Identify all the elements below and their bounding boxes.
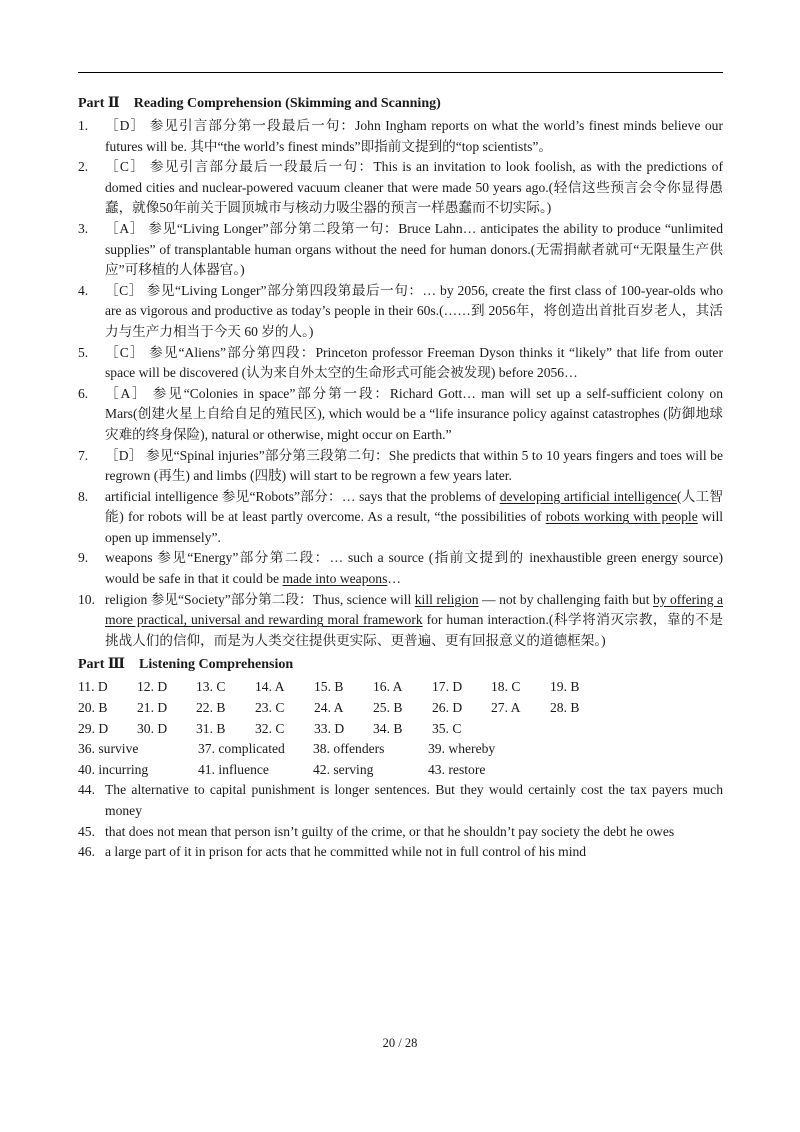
answer-cell: 34. B: [373, 720, 403, 736]
answer-cell: 35. C: [432, 720, 462, 736]
reading-answer-item: [78, 487, 723, 549]
answer-cell: 30. D: [137, 720, 168, 736]
explanation-text: religion 参见“Society”部分第二段：Thus, science will: [105, 591, 415, 607]
item-explanation: [105, 590, 723, 652]
item-number: 3.: [78, 220, 89, 236]
answer-cell: 25. B: [373, 700, 403, 716]
dictation-item: [78, 842, 723, 863]
dictation-item: [78, 780, 723, 821]
item-explanation: [105, 157, 723, 219]
dictation-text: that does not mean that person isn’t guilty of the crime, or that he shouldn’t pay society the debt he owes: [105, 823, 675, 839]
item-explanation: [105, 281, 723, 343]
item-number: 4.: [78, 282, 89, 298]
answer-cell: 19. B: [550, 679, 580, 695]
answer-key-content: [78, 94, 723, 863]
word-answer-row: [78, 760, 723, 781]
answer-cell: 28. B: [550, 700, 580, 716]
answer-cell: 31. B: [196, 720, 226, 736]
word-answer: 41. influence: [198, 761, 269, 777]
explanation-text: ［D］ 参见引言部分第一段最后一句：John Ingham reports on what the world’s finest minds believe our futures will be. 其中“the world’s finest minds”即指前文提到的“top scientists”。: [105, 118, 723, 154]
underlined-phrase: kill religion: [414, 591, 479, 607]
listening-dictation-answers: [78, 780, 723, 862]
item-number: 5.: [78, 344, 89, 360]
item-explanation: [105, 384, 723, 446]
answer-cell: 13. C: [196, 679, 226, 695]
item-explanation: [105, 548, 723, 589]
item-explanation: [105, 487, 723, 549]
explanation-text: (人工智能) for robots will be at least partly overcome. As a result, “the possibilities of: [105, 488, 723, 525]
answer-cell: 33. D: [314, 720, 345, 736]
reading-answer-item: [78, 384, 723, 446]
answer-row: [78, 677, 723, 698]
answer-cell: 15. B: [314, 679, 344, 695]
word-answer: 36. survive: [78, 741, 139, 757]
answer-row: [78, 719, 723, 740]
word-answer: 38. offenders: [313, 741, 385, 757]
explanation-text: ［C］ 参见“Aliens”部分第四段：Princeton professor Freeman Dyson thinks it “likely” that life from outer space will be discovered (认为来自外太空的生命形式可能会被发现) before 2056…: [105, 344, 723, 381]
reading-answer-item: [78, 281, 723, 343]
item-number: 6.: [78, 385, 89, 401]
reading-answer-item: [78, 116, 723, 157]
item-explanation: [105, 343, 723, 384]
word-answer: 37. complicated: [198, 741, 285, 757]
explanation-text: ［C］ 参见引言部分最后一段最后一句：This is an invitation to look foolish, as with the predictions of domed cities and nuclear-powered vacuum cleaner that were made 50 years ago.(轻信这些预言会令你显得愚蠢，就像50年前关于圆顶城市与核动力吸尘器的预言一样愚蠢而不切实际。): [105, 159, 723, 216]
answer-cell: 24. A: [314, 700, 344, 716]
reading-answer-item: [78, 590, 723, 652]
answer-cell: 21. D: [137, 700, 168, 716]
reading-answer-item: [78, 446, 723, 487]
explanation-text: — not by challenging faith but: [478, 591, 653, 607]
explanation-text: …: [387, 571, 401, 587]
dictation-text: a large part of it in prison for acts that he committed while not in full control of his mind: [105, 844, 587, 860]
answer-cell: 22. B: [196, 700, 226, 716]
underlined-phrase: developing artificial intelligence: [499, 488, 677, 504]
answer-cell: 16. A: [373, 679, 403, 695]
answer-cell: 17. D: [432, 679, 463, 695]
listening-word-answers: [78, 739, 723, 780]
answer-cell: 18. C: [491, 679, 521, 695]
answer-cell: 12. D: [137, 679, 168, 695]
item-number: 10.: [78, 591, 95, 607]
answer-cell: 29. D: [78, 720, 109, 736]
answer-cell: 27. A: [491, 700, 521, 716]
reading-answer-item: [78, 548, 723, 589]
reading-answers: [78, 116, 723, 651]
answer-cell: 11. D: [78, 679, 108, 695]
item-number: 9.: [78, 550, 89, 566]
item-number: 2.: [78, 159, 89, 175]
underlined-phrase: robots working with people: [545, 509, 698, 525]
explanation-text: weapons 参见“Energy”部分第二段：… such a source (指前文提到的 inexhaustible green energy source) would be safe in that it could be: [105, 550, 723, 587]
reading-answer-item: [78, 219, 723, 281]
dictation-item: [78, 822, 723, 843]
item-explanation: [105, 219, 723, 281]
reading-answer-item: [78, 157, 723, 219]
item-explanation: [105, 116, 723, 157]
section-title-listening: Part Ⅲ Listening Comprehension: [78, 657, 294, 673]
answer-cell: 26. D: [432, 700, 463, 716]
word-answer: 43. restore: [428, 761, 486, 777]
explanation-text: ［A］ 参见“Colonies in space”部分第一段：Richard Gott… man will set up a self-sufficient colony on Mars(创建火星上自给自足的殖民区), which would be a “life insurance policy against catastrophes (防御地球灾难的终身保险), natural or otherwise, might occur on Earth.”: [105, 385, 723, 442]
page-number: 20 / 28: [382, 1036, 418, 1050]
item-number: 44.: [78, 782, 95, 798]
word-answer-row: [78, 739, 723, 760]
answer-cell: 20. B: [78, 700, 108, 716]
dictation-text: The alternative to capital punishment is longer sentences. But they would certainly cost the tax payers much money: [105, 782, 723, 818]
explanation-text: artificial intelligence 参见“Robots”部分：… says that the problems of: [105, 488, 500, 504]
reading-answer-item: [78, 343, 723, 384]
item-number: 8.: [78, 488, 89, 504]
answer-cell: 23. C: [255, 700, 285, 716]
item-number: 7.: [78, 447, 89, 463]
explanation-text: ［A］ 参见“Living Longer”部分第二段第一句：Bruce Lahn… anticipates the ability to produce “unlimited supplies” of transplantable human organs without the need for human donors.(无需捐献者就可“无限量生产供应”可移植的人体器官。): [105, 220, 723, 278]
word-answer: 42. serving: [313, 761, 374, 777]
item-number: 46.: [78, 844, 95, 860]
section-title-reading: Part Ⅱ Reading Comprehension (Skimming and Scanning): [78, 96, 441, 111]
explanation-text: ［D］ 参见“Spinal injuries”部分第三段第二句：She predicts that within 5 to 10 years fingers and toes will be regrown (再生) and limbs (四肢) will start to be regrown a few years later.: [105, 447, 723, 484]
header-rule: [78, 72, 723, 73]
explanation-text: will open up immensely”.: [105, 509, 724, 545]
listening-answer-grid: [78, 677, 723, 739]
explanation-text: for human interaction.(科学将消灭宗教，靠的不是挑战人们的信仰，而是为人类交往提供更实际、更普遍、更有回报意义的道德框架。): [105, 612, 723, 648]
item-explanation: [105, 446, 723, 487]
word-answer: 40. incurring: [78, 761, 149, 777]
underlined-phrase: by offering a more practical, universal and rewarding moral framework: [105, 591, 723, 628]
item-number: 45.: [78, 823, 95, 839]
answer-cell: 14. A: [255, 679, 285, 695]
answer-cell: 32. C: [255, 720, 285, 736]
explanation-text: ［C］ 参见“Living Longer”部分第四段第最后一句：… by 2056, create the first class of 100-year-olds who are as vigorous and productive as today’s people in their 60s.(……到 2056年，将创造出首批百岁老人，其活力与生产力相当于今天 60 岁的人。): [105, 282, 723, 339]
item-number: 1.: [78, 118, 89, 133]
answer-row: [78, 698, 723, 719]
word-answer: 39. whereby: [428, 741, 496, 757]
underlined-phrase: made into weapons: [282, 571, 388, 587]
